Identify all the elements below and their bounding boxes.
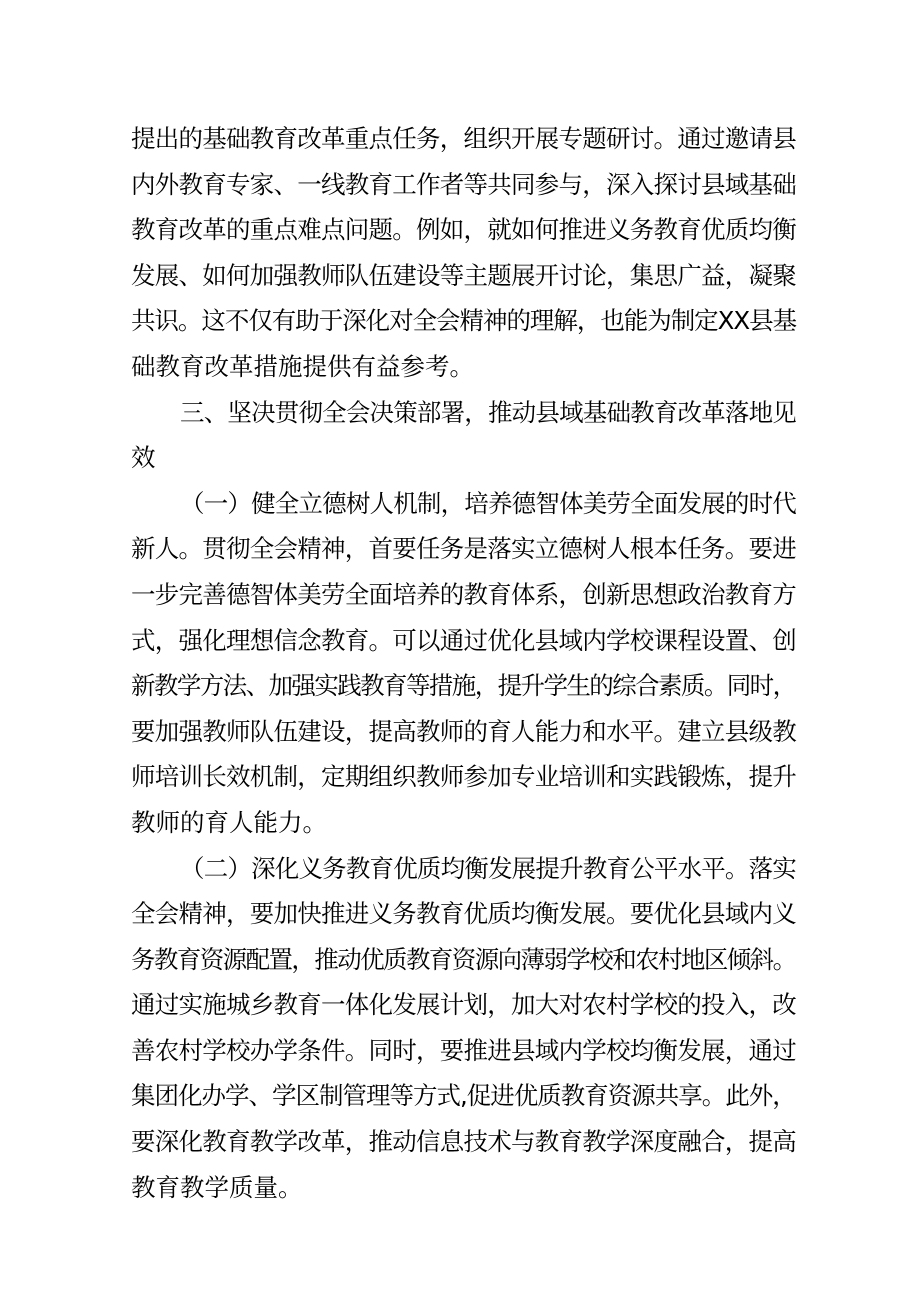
section-heading (131, 390, 796, 481)
text-line: 教育教学质量。 (131, 1172, 303, 1202)
text-line: 教师的育人能力。 (131, 807, 327, 837)
paragraph-item-two (131, 846, 796, 1211)
text-line: 式，强化理想信念教育。可以通过优化县域内学校课程设置、创 (131, 625, 796, 655)
text-line: 师培训长效机制，定期组织教师参加专业培训和实践锻炼，提升 (131, 762, 796, 792)
text-line: 要加强教师队伍建设，提高教师的育人能力和水平。建立县级教 (131, 716, 796, 746)
text-line: 要深化教育教学改革，推动信息技术与教育教学深度融合，提高 (131, 1127, 796, 1157)
text-line: 教育改革的重点难点问题。例如，就如何推进义务教育优质均衡 (131, 215, 796, 245)
text-line: 善农村学校办学条件。同时，要推进县域内学校均衡发展，通过 (131, 1035, 796, 1065)
text-line: 通过实施城乡教育一体化发展计划，加大对农村学校的投入，改 (131, 990, 796, 1020)
text-line: 集团化办学、学区制管理等方式,促进优质教育资源共享。此外， (131, 1081, 796, 1111)
text-line: 提出的基础教育改革重点任务，组织开展专题研讨。通过邀请县 (131, 124, 796, 153)
text-line: 一步完善德智体美劳全面培养的教育体系，创新思想政治教育方 (131, 579, 796, 609)
text-line: 发展、如何加强教师队伍建设等主题展开讨论，集思广益，凝聚 (131, 260, 796, 290)
text-line: 内外教育专家、一线教育工作者等共同参与，深入探讨县域基础 (131, 169, 796, 199)
text-line: 新教学方法、加强实践教育等措施，提升学生的综合素质。同时， (131, 671, 796, 701)
paragraph-continuation (131, 116, 796, 390)
heading-line: 三、坚决贯彻全会决策部署，推动县域基础教育改革落地见 (180, 397, 796, 427)
heading-line: 效 (131, 443, 156, 473)
text-line: 础教育改革措施提供有益参考。 (131, 351, 474, 381)
text-line: 务教育资源配置，推动优质教育资源向薄弱学校和农村地区倾斜。 (131, 944, 796, 974)
paragraph-item-one (131, 481, 796, 846)
text-line: 新人。贯彻全会精神，首要任务是落实立德树人根本任务。要进 (131, 534, 796, 564)
text-line: 全会精神，要加快推进义务教育优质均衡发展。要优化县域内义 (131, 899, 796, 929)
text-line: （二）深化义务教育优质均衡发展提升教育公平水平。落实 (180, 853, 796, 883)
text-line: （一）健全立德树人机制，培养德智体美劳全面发展的时代 (180, 488, 796, 518)
document-page (131, 116, 796, 1210)
text-line: 共识。这不仅有助于深化对全会精神的理解，也能为制定XX县基 (131, 306, 797, 336)
